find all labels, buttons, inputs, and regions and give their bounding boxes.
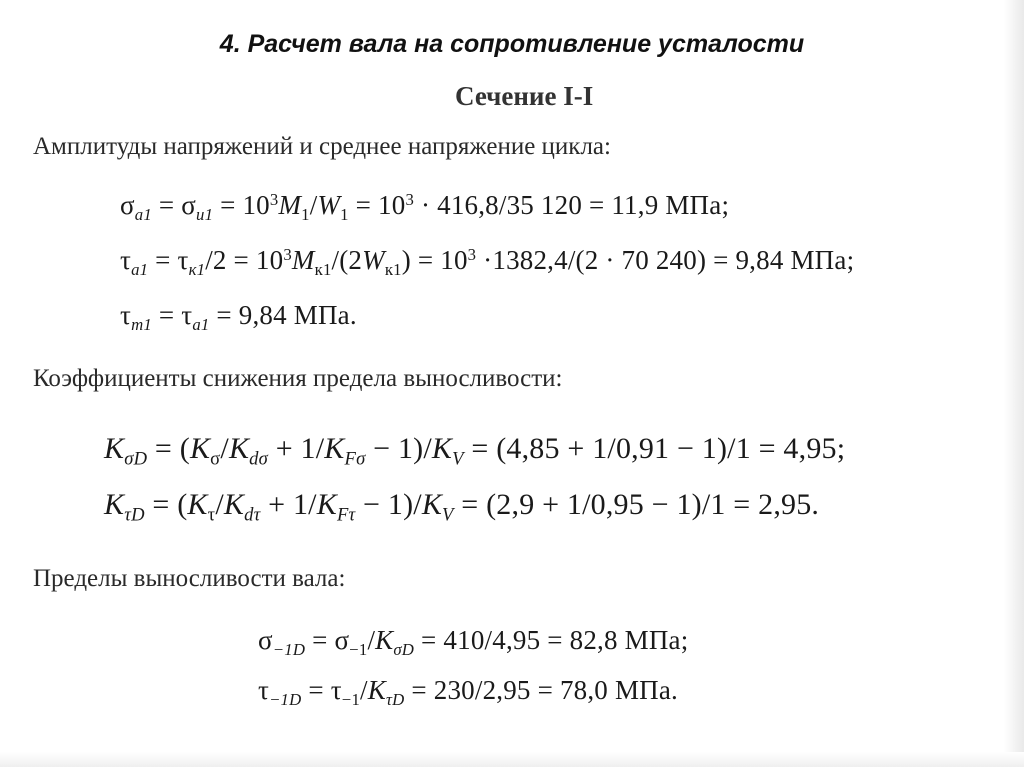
paragraph-amplitudes: Амплитуды напряжений и среднее напряжение цикла:: [33, 133, 611, 160]
formula-sigma-1d: $\sigma_{-1D} = \sigma_{-1}/K_{\sigma D} = 410/4,95 = 82,8$ МПа;: [258, 625, 689, 659]
formula-tau-1d: $\tau_{-1D} = \tau_{-1}/K_{\tau D} = 230/2,95 = 78,0$ МПа.: [258, 675, 678, 709]
slide-shadow-right: [1004, 0, 1024, 767]
section-title: Сечение I-I: [455, 81, 594, 111]
formula-k-sigma-d: $K_{\sigma D} = (K_\sigma/K_{d\sigma} + 1/K_{F\sigma} - 1)/K_V = (4,85 + 1/0,91 - 1)/1 = 4,95$;: [104, 432, 846, 470]
paragraph-coefficients: Коэффициенты снижения предела выносливости:: [33, 365, 563, 392]
slide-title: 4. Расчет вала на сопротивление усталости: [219, 30, 805, 58]
paragraph-limits: Пределы выносливости вала:: [33, 565, 346, 592]
formula-k-tau-d: $K_{\tau D} = (K_\tau/K_{d\tau} + 1/K_{F\tau} - 1)/K_V = (2,9 + 1/0,95 - 1)/1 = 2,95$.: [104, 488, 820, 526]
formula-tau-m1: $\tau_{m1} = \tau_{a1} = 9,84$ МПа.: [120, 300, 357, 334]
formula-tau-a1: $\tau_{a1} = \tau_{к1}/2 = 10^3M_{к1}/(2W_{к1}) = 10^3 \cdot 1382,4/(2 \cdot 70$ 240) = 9,84 МПа;: [120, 245, 855, 280]
formula-sigma-a1: $\sigma_{a1} = \sigma_{и1} = 10^3M_1/W_1 = 10^3 \cdot 416,8/35$ 120 = 11,9 МПа;: [120, 190, 730, 225]
slide-shadow-bottom: [0, 752, 1024, 767]
